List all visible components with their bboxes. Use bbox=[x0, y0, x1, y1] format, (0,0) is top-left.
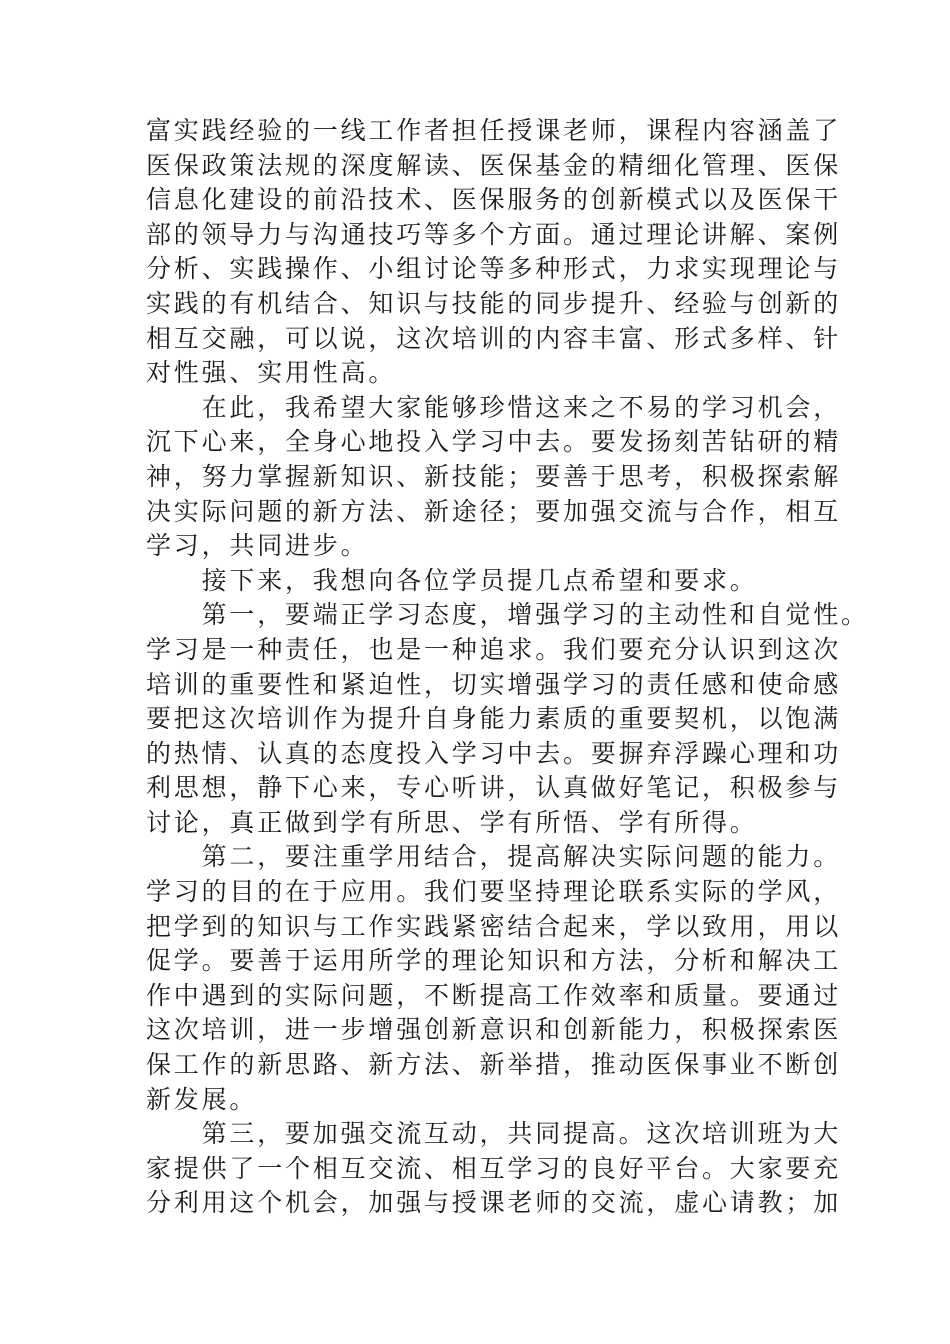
text-line: 神，努力掌握新知识、新技能；要善于思考，积极探索解 bbox=[146, 461, 842, 491]
text-line: 接下来，我想向各位学员提几点希望和要求。 bbox=[146, 565, 758, 595]
text-line: 学习，共同进步。 bbox=[146, 531, 369, 561]
text-line: 信息化建设的前沿技术、医保服务的创新模式以及医保干 bbox=[146, 185, 842, 215]
text-line: 家提供了一个相互交流、相互学习的良好平台。大家要充 bbox=[146, 1153, 842, 1183]
text-line: 促学。要善于运用所学的理论知识和方法，分析和解决工 bbox=[146, 946, 842, 976]
text-line: 这次培训，进一步增强创新意识和创新能力，积极探索医 bbox=[146, 1015, 842, 1045]
text-line: 学习的目的在于应用。我们要坚持理论联系实际的学风， bbox=[146, 877, 842, 907]
text-line: 要把这次培训作为提升自身能力素质的重要契机，以饱满 bbox=[146, 704, 842, 734]
text-line: 分析、实践操作、小组讨论等多种形式，力求实现理论与 bbox=[146, 254, 842, 284]
text-line: 培训的重要性和紧迫性，切实增强学习的责任感和使命感 bbox=[146, 669, 842, 699]
text-line: 利思想，静下心来，专心听讲，认真做好笔记，积极参与 bbox=[146, 773, 842, 803]
text-line: 第一，要端正学习态度，增强学习的主动性和自觉性。 bbox=[146, 600, 869, 630]
text-line: 对性强、实用性高。 bbox=[146, 358, 397, 388]
text-line: 富实践经验的一线工作者担任授课老师，课程内容涵盖了 bbox=[146, 116, 842, 145]
text-line: 的热情、认真的态度投入学习中去。要摒弃浮躁心理和功 bbox=[146, 738, 842, 768]
text-line: 部的领导力与沟通技巧等多个方面。通过理论讲解、案例 bbox=[146, 219, 842, 249]
text-line: 第三，要加强交流互动，共同提高。这次培训班为大 bbox=[146, 1119, 842, 1149]
text-line: 实践的有机结合、知识与技能的同步提升、经验与创新的 bbox=[146, 288, 842, 318]
text-line: 学习是一种责任，也是一种追求。我们要充分认识到这次 bbox=[146, 634, 842, 664]
text-line: 相互交融，可以说，这次培训的内容丰富、形式多样、针 bbox=[146, 323, 842, 353]
text-line: 保工作的新思路、新方法、新举措，推动医保事业不断创 bbox=[146, 1050, 842, 1080]
text-line: 第二，要注重学用结合，提高解决实际问题的能力。 bbox=[146, 842, 842, 872]
text-line: 沉下心来，全身心地投入学习中去。要发扬刻苦钻研的精 bbox=[146, 427, 842, 457]
text-line: 把学到的知识与工作实践紧密结合起来，学以致用，用以 bbox=[146, 911, 842, 941]
text-line: 新发展。 bbox=[146, 1084, 258, 1114]
text-line: 决实际问题的新方法、新途径；要加强交流与合作，相互 bbox=[146, 496, 842, 526]
text-line: 分利用这个机会，加强与授课老师的交流，虚心请教；加 bbox=[146, 1188, 842, 1218]
text-line: 医保政策法规的深度解读、医保基金的精细化管理、医保 bbox=[146, 150, 842, 180]
text-line: 讨论，真正做到学有所思、学有所悟、学有所得。 bbox=[146, 807, 758, 837]
text-line: 作中遇到的实际问题，不断提高工作效率和质量。要通过 bbox=[146, 980, 842, 1010]
body-text bbox=[146, 114, 869, 1221]
text-line: 在此，我希望大家能够珍惜这来之不易的学习机会， bbox=[146, 392, 842, 422]
